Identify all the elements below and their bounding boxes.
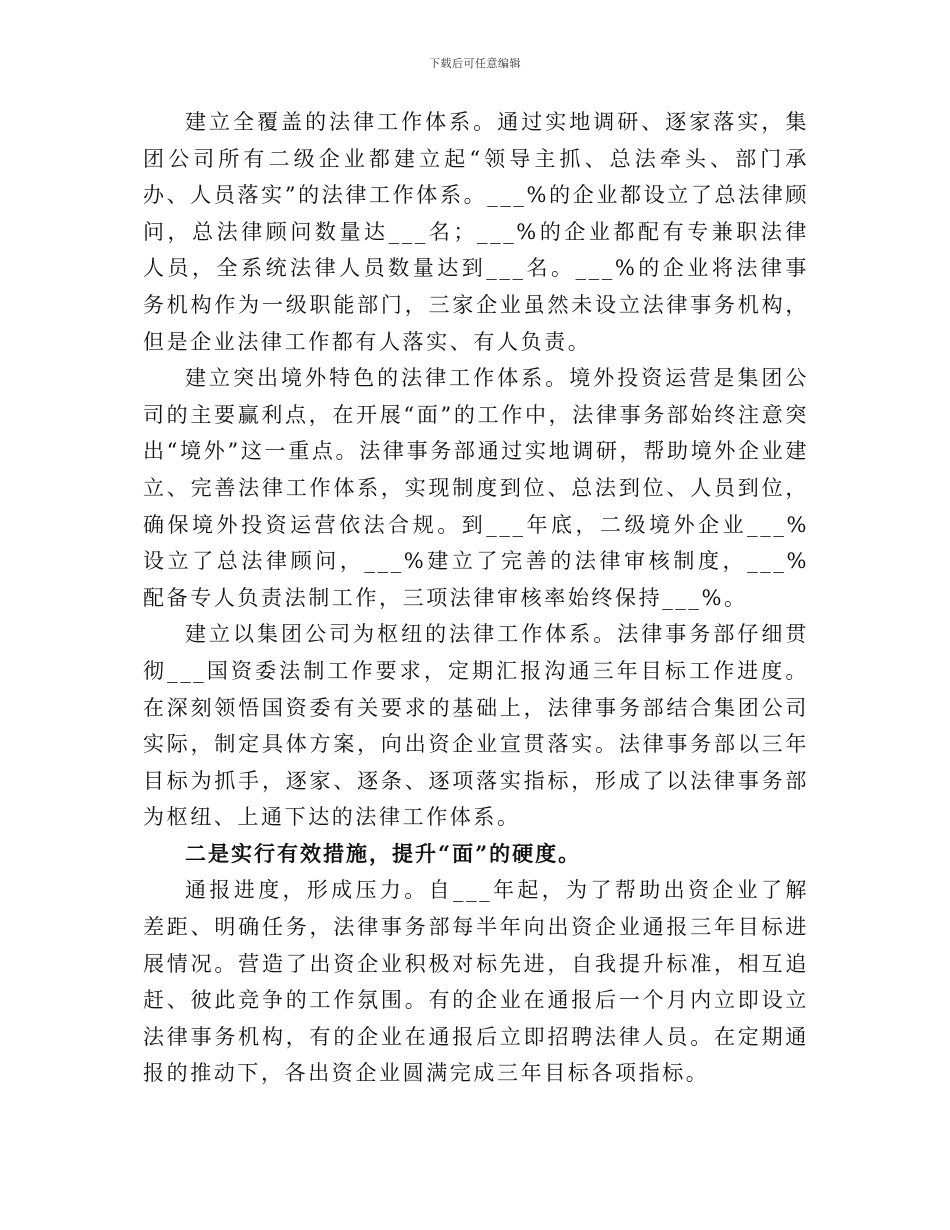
document-body <box>143 104 809 1092</box>
paragraph-overseas: 建立突出境外特色的法律工作体系。境外投资运营是集团公司的主要赢利点，在开展“面”的工作中，法律事务部始终注意突出“境外”这一重点。法律事务部通过实地调研，帮助境外企业建立、完善法律工作体系，实现制度到位、总法到位、人员到位，确保境外投资运营依法合规。到___年底，二级境外企业___%设立了总法律顾问，___%建立了完善的法律审核制度，___%配备专人负责法制工作，三项法律审核率始终保持___%。 <box>143 366 809 610</box>
paragraph-full-coverage: 建立全覆盖的法律工作体系。通过实地调研、逐家落实，集团公司所有二级企业都建立起“领导主抓、总法牵头、部门承办、人员落实”的法律工作体系。___%的企业都设立了总法律顾问，总法律顾问数量达___名；___%的企业都配有专兼职法律人员，全系统法律人员数量达到___名。___%的企业将法律事务机构作为一级职能部门，三家企业虽然未设立法律事务机构，但是企业法律工作都有人落实、有人负责。 <box>143 110 809 354</box>
header-note: 下载后可任意编辑 <box>429 57 521 70</box>
paragraph-progress-report: 通报进度，形成压力。自___年起，为了帮助出资企业了解差距、明确任务，法律事务部每半年向出资企业通报三年目标进展情况。营造了出资企业积极对标先进，自我提升标准，相互追赶、彼此竞争的工作氛围。有的企业在通报后一个月内立即设立法律事务机构，有的企业在通报后立即招聘法律人员。在定期通报的推动下，各出资企业圆满完成三年目标各项指标。 <box>143 878 809 1086</box>
paragraph-hub: 建立以集团公司为枢纽的法律工作体系。法律事务部仔细贯彻___国资委法制工作要求，定期汇报沟通三年目标工作进度。在深刻领悟国资委有关要求的基础上，法律事务部结合集团公司实际，制定具体方案，向出资企业宣贯落实。法律事务部以三年目标为抓手，逐家、逐条、逐项落实指标，形成了以法律事务部为枢纽、上通下达的法律工作体系。 <box>143 622 809 830</box>
section-heading-measures: 二是实行有效措施，提升“面”的硬度。 <box>185 840 582 866</box>
